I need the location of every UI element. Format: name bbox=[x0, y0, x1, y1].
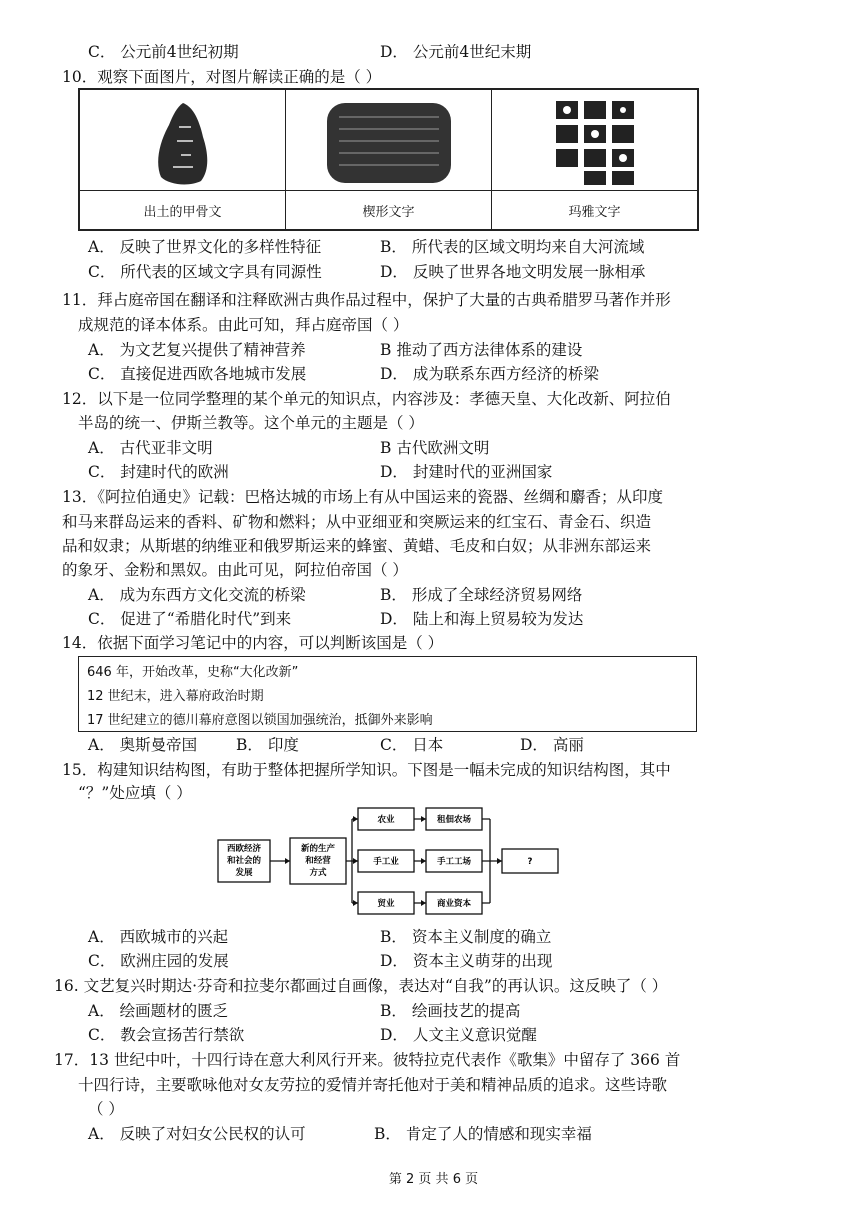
q15-stem-line-2: “？”处应填（ ） bbox=[78, 784, 192, 802]
q12-option-d: D． 封建时代的亚洲国家 bbox=[380, 463, 553, 481]
q15-option-d: D． 资本主义萌芽的出现 bbox=[380, 952, 553, 970]
knowledge-structure-diagram bbox=[214, 804, 574, 920]
q11-stem-line-2: 成规范的译本体系。由此可知，拜占庭帝国（ ） bbox=[78, 316, 409, 334]
diagram-left-line-1: 西欧经济 bbox=[226, 844, 262, 854]
diagram-trade: 贸业 bbox=[377, 899, 395, 909]
q13-option-a: A． 成为东西方文化交流的桥梁 bbox=[88, 586, 306, 604]
q15-option-a: A． 西欧城市的兴起 bbox=[88, 928, 229, 946]
q14-study-notes-box bbox=[78, 656, 697, 732]
diagram-unknown-result: ? bbox=[527, 857, 533, 867]
q13-stem-line-3: 品和奴隶；从斯堪的纳维亚和俄罗斯运来的蜂蜜、黄蜡、毛皮和白奴；从非洲东部运来 bbox=[62, 537, 652, 555]
q17-stem-line-3: （ ） bbox=[88, 1100, 124, 1118]
diagram-mid-line-2: 和经营 bbox=[305, 856, 331, 866]
caption-oracle-bone: 出土的甲骨文 bbox=[80, 190, 285, 229]
q16-option-b: B． 绘画技艺的提高 bbox=[380, 1002, 521, 1020]
q10-option-b: B． 所代表的区域文明均来自大河流域 bbox=[380, 238, 645, 256]
diagram-tenant-farm: 租佃农场 bbox=[436, 815, 472, 825]
q17-option-a: A． 反映了对妇女公民权的认可 bbox=[88, 1125, 306, 1143]
q11-option-c: C． 直接促进西欧各地城市发展 bbox=[88, 365, 307, 383]
diagram-left-line-2: 和社会的 bbox=[226, 856, 262, 866]
q13-stem-line-4: 的象牙、金粉和黑奴。由此可见，阿拉伯帝国（ ） bbox=[62, 561, 408, 579]
q12-option-a: A． 古代亚非文明 bbox=[88, 439, 213, 457]
diagram-left-line-3: 发展 bbox=[235, 868, 253, 878]
q11-option-a: A． 为文艺复兴提供了精神营养 bbox=[88, 341, 306, 359]
q17-option-b: B． 肯定了人的情感和现实幸福 bbox=[374, 1125, 592, 1143]
diagram-agriculture: 农业 bbox=[377, 815, 395, 825]
q16-option-a: A． 绘画题材的匮乏 bbox=[88, 1002, 229, 1020]
note-line-1: 646 年，开始改革，史称“大化改新” bbox=[87, 665, 299, 680]
q15-option-c: C． 欧洲庄园的发展 bbox=[88, 952, 229, 970]
q14-option-c: C． 日本 bbox=[380, 736, 444, 754]
page-footer: 第 2 页 共 6 页 bbox=[388, 1172, 479, 1187]
q15-stem-line-1: 15．构建知识结构图，有助于整体把握所学知识。下图是一幅未完成的知识结构图，其中 bbox=[62, 761, 671, 779]
q16-stem: 16. 文艺复兴时期达·芬奇和拉斐尔都画过自画像，表达对“自我”的再认识。这反映了（ ） bbox=[54, 977, 668, 995]
maya-glyphs-image bbox=[550, 97, 640, 187]
oracle-bone-cell bbox=[80, 90, 286, 229]
q9-option-d: D． 公元前4世纪末期 bbox=[380, 43, 532, 61]
q14-option-b: B． 印度 bbox=[236, 736, 299, 754]
q13-stem-line-2: 和马来群岛运来的香料、矿物和燃料；从中亚细亚和突厥运来的红宝石、青金石、织造 bbox=[62, 513, 652, 531]
diagram-mid-line-3: 方式 bbox=[309, 868, 327, 878]
q10-stem: 10．观察下面图片，对图片解读正确的是（ ） bbox=[62, 68, 382, 86]
q10-option-a: A． 反映了世界文化的多样性特征 bbox=[88, 238, 322, 256]
q14-option-d: D． 高丽 bbox=[520, 736, 584, 754]
note-line-3: 17 世纪建立的德川幕府意图以锁国加强统治，抵御外来影响 bbox=[87, 713, 433, 728]
q12-stem-line-1: 12．以下是一位同学整理的某个单元的知识点，内容涉及：孝德天皇、大化改新、阿拉伯 bbox=[62, 390, 671, 408]
caption-maya: 玛雅文字 bbox=[492, 190, 697, 229]
q14-stem: 14．依据下面学习笔记中的内容，可以判断该国是（ ） bbox=[62, 634, 444, 652]
q11-option-b: B 推动了西方法律体系的建设 bbox=[380, 341, 583, 359]
oracle-bone-image bbox=[143, 97, 223, 187]
q11-stem-line-1: 11．拜占庭帝国在翻译和注释欧洲古典作品过程中，保护了大量的古典希腊罗马著作并形 bbox=[62, 291, 671, 309]
cuneiform-tablet-image bbox=[319, 97, 459, 187]
q10-option-c: C． 所代表的区域文字具有同源性 bbox=[88, 263, 322, 281]
q13-option-d: D． 陆上和海上贸易较为发达 bbox=[380, 610, 584, 628]
q11-option-d: D． 成为联系东西方经济的桥梁 bbox=[380, 365, 599, 383]
q12-option-b: B 古代欧洲文明 bbox=[380, 439, 490, 457]
q9-option-c: C． 公元前4世纪初期 bbox=[88, 43, 239, 61]
q12-option-c: C． 封建时代的欧洲 bbox=[88, 463, 229, 481]
q15-option-b: B． 资本主义制度的确立 bbox=[380, 928, 552, 946]
q12-stem-line-2: 半岛的统一、伊斯兰教等。这个单元的主题是（ ） bbox=[78, 414, 424, 432]
diagram-workshop: 手工工场 bbox=[436, 857, 472, 867]
q17-stem-line-2: 十四行诗，主要歌咏他对女友劳拉的爱情并寄托他对于美和精神品质的追求。这些诗歌 bbox=[78, 1076, 668, 1094]
q16-option-c: C． 教会宣扬苦行禁欲 bbox=[88, 1026, 245, 1044]
q10-option-d: D． 反映了世界各地文明发展一脉相承 bbox=[380, 263, 646, 281]
note-line-2: 12 世纪末，进入幕府政治时期 bbox=[87, 689, 264, 704]
q10-image-table bbox=[78, 88, 699, 231]
cuneiform-cell bbox=[286, 90, 492, 229]
q14-option-a: A． 奥斯曼帝国 bbox=[88, 736, 198, 754]
maya-cell bbox=[492, 90, 697, 229]
diagram-mid-line-1: 新的生产 bbox=[300, 844, 336, 854]
q13-stem-line-1: 13．《阿拉伯通史》记载：巴格达城的市场上有从中国运来的瓷器、丝绸和麝香；从印度 bbox=[62, 488, 663, 506]
diagram-handicraft: 手工业 bbox=[373, 857, 399, 867]
q13-option-c: C． 促进了“希腊化时代”到来 bbox=[88, 610, 292, 628]
caption-cuneiform: 楔形文字 bbox=[286, 190, 491, 229]
diagram-commercial-capital: 商业资本 bbox=[436, 899, 472, 909]
q13-option-b: B． 形成了全球经济贸易网络 bbox=[380, 586, 583, 604]
q16-option-d: D． 人文主义意识觉醒 bbox=[380, 1026, 537, 1044]
q17-stem-line-1: 17．13 世纪中叶，十四行诗在意大利风行开来。彼特拉克代表作《歌集》中留存了 366 首 bbox=[54, 1051, 681, 1069]
